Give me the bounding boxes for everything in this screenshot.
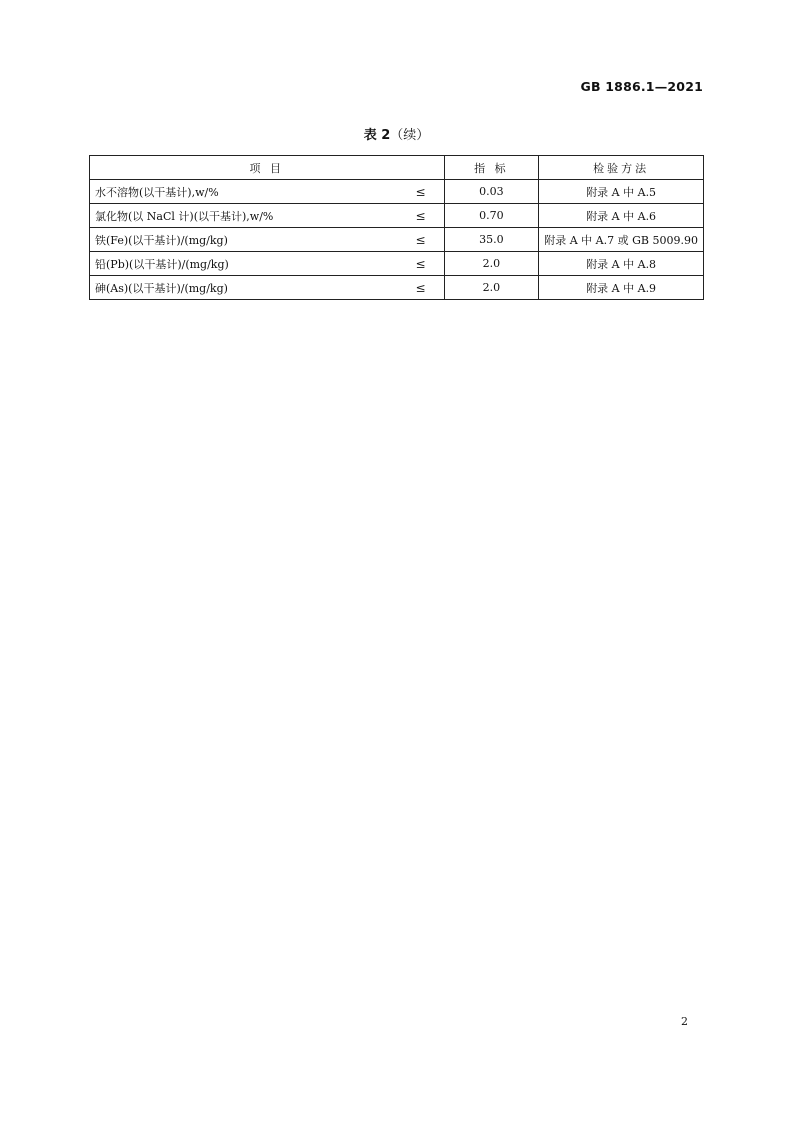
less-equal-symbol: ≤ (415, 280, 426, 295)
table-row (90, 228, 704, 252)
item-cell (90, 204, 445, 228)
value-cell: 0.70 (444, 204, 539, 228)
table-row (90, 180, 704, 204)
table-caption (0, 124, 793, 143)
item-label: 氯化物(以 NaCl 计)(以干基计),w/% (95, 209, 274, 223)
less-equal-symbol: ≤ (415, 232, 426, 247)
table-caption-label: 表 2 (363, 128, 391, 143)
item-label: 铁(Fe)(以干基计)/(mg/kg) (95, 233, 228, 247)
method-cell: 附录 A 中 A.7 或 GB 5009.90 (539, 228, 704, 252)
item-cell (90, 180, 445, 204)
less-equal-symbol: ≤ (415, 184, 426, 199)
item-cell (90, 252, 445, 276)
value-cell: 0.03 (444, 180, 539, 204)
column-header-item: 项 目 (90, 156, 445, 180)
standard-code: GB 1886.1—2021 (580, 79, 703, 94)
specification-table (89, 155, 704, 300)
method-cell: 附录 A 中 A.5 (539, 180, 704, 204)
less-equal-symbol: ≤ (415, 256, 426, 271)
method-cell: 附录 A 中 A.9 (539, 276, 704, 300)
item-label: 铅(Pb)(以干基计)/(mg/kg) (95, 257, 229, 271)
page-number: 2 (681, 1015, 688, 1028)
value-cell: 35.0 (444, 228, 539, 252)
item-cell (90, 276, 445, 300)
table-row (90, 276, 704, 300)
item-label: 砷(As)(以干基计)/(mg/kg) (95, 281, 228, 295)
item-label: 水不溶物(以干基计),w/% (95, 185, 219, 199)
item-cell (90, 228, 445, 252)
method-cell: 附录 A 中 A.8 (539, 252, 704, 276)
less-equal-symbol: ≤ (415, 208, 426, 223)
table-header-row (90, 156, 704, 180)
method-cell: 附录 A 中 A.6 (539, 204, 704, 228)
table-row (90, 252, 704, 276)
column-header-method: 检验方法 (539, 156, 704, 180)
value-cell: 2.0 (444, 276, 539, 300)
value-cell: 2.0 (444, 252, 539, 276)
table-row (90, 204, 704, 228)
column-header-value: 指 标 (444, 156, 539, 180)
table-caption-suffix: （续） (390, 128, 430, 143)
